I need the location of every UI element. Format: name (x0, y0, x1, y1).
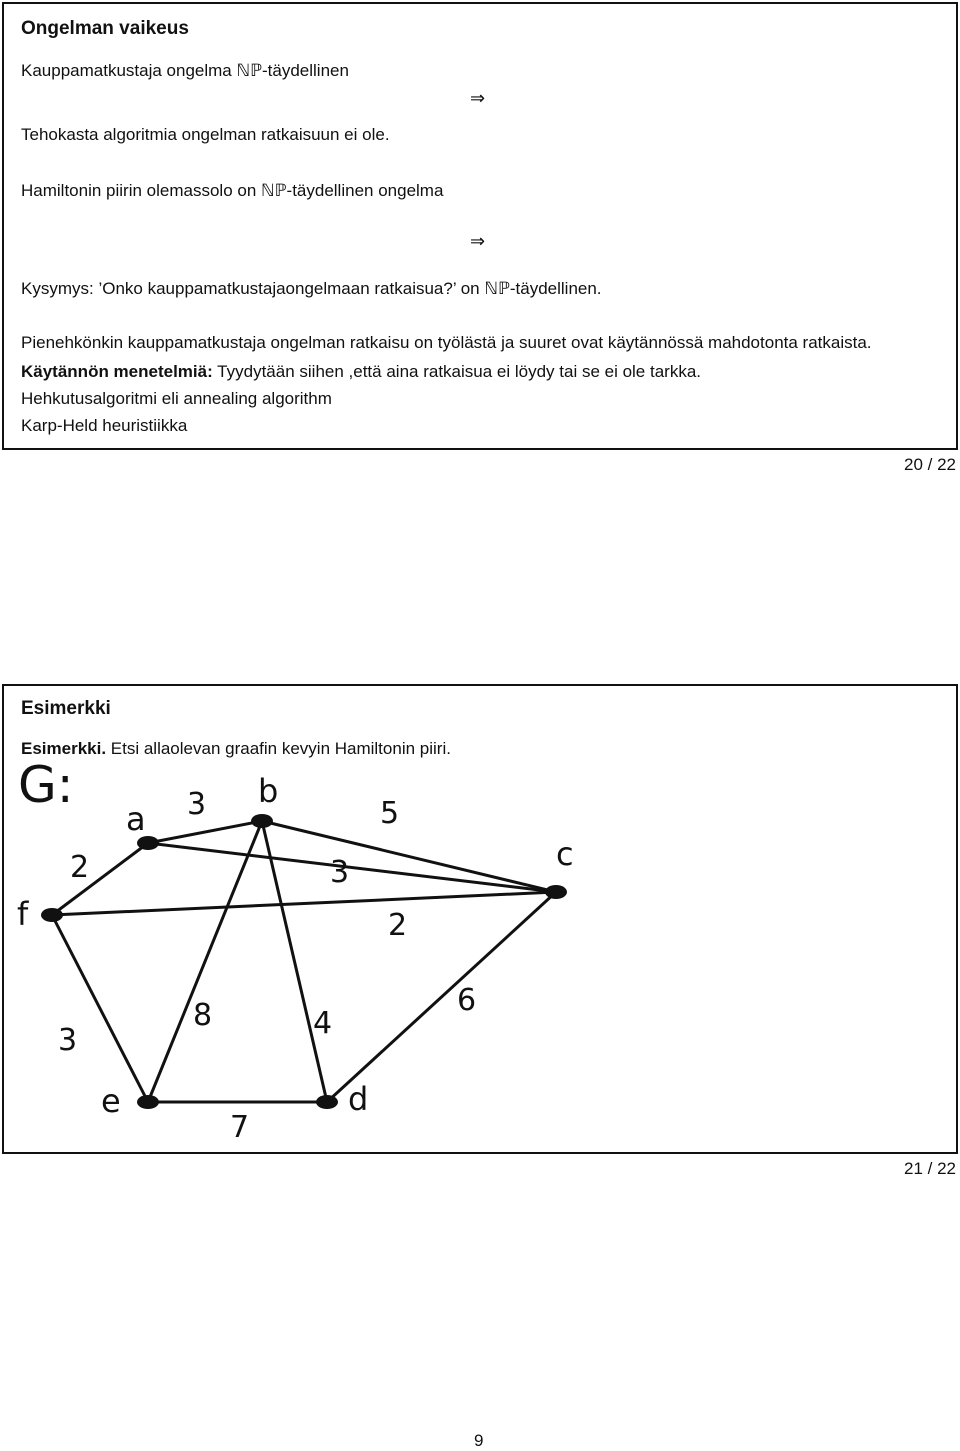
text-line-2: Tehokasta algoritmia ongelman ratkaisuun ei ole. (21, 125, 390, 144)
edge-b-e (148, 821, 262, 1102)
text-line-7: Hehkutusalgoritmi eli annealing algorithm (21, 389, 332, 408)
vertex-c (545, 885, 567, 899)
vertex-f (41, 908, 63, 922)
implies-arrow-2: ⇒ (470, 231, 486, 251)
edge-weight-c-d: 6 (457, 983, 477, 1018)
text-line-8: Karp-Held heuristiikka (21, 416, 188, 435)
edge-weight-f-c: 2 (388, 908, 408, 943)
vertex-label-e: e (101, 1082, 121, 1120)
graph-edges (52, 821, 556, 1102)
edge-weight-f-a: 2 (70, 850, 90, 885)
edge-a-c (148, 843, 556, 892)
edge-weight-a-b: 3 (187, 787, 207, 822)
graph-figure (0, 750, 620, 1150)
text-line: Esimerkki. Etsi allaolevan graafin kevyin Hamiltonin piiri. (21, 739, 451, 758)
vertex-a (137, 836, 159, 850)
vertex-e (137, 1095, 159, 1109)
vertex-label-d: d (348, 1080, 369, 1118)
edge-weight-b-e: 8 (193, 998, 213, 1033)
text-line-1: Kauppamatkustaja ongelma ℕℙ-täydellinen (21, 61, 349, 80)
edge-weight-f-e: 3 (58, 1023, 78, 1058)
implies-arrow-1: ⇒ (470, 88, 486, 108)
vertex-label-c: c (556, 835, 574, 873)
edge-weight-b-d: 4 (313, 1006, 333, 1041)
text-line-6: Käytännön menetelmiä: Tyydytään siihen ,että aina ratkaisua ei löydy tai se ei ole tarkka. (21, 362, 702, 381)
bold-term: Esimerkki. (21, 739, 107, 758)
edge-f-c (52, 892, 556, 915)
vertex-d (316, 1095, 338, 1109)
text-line-4: Kysymys: ’Onko kauppamatkustajaongelmaan ratkaisua?’ on ℕℙ-täydellinen. (21, 279, 602, 298)
vertex-labels (17, 772, 574, 1120)
document-page-number: 9 (474, 1431, 484, 1450)
slide-title: Esimerkki (21, 698, 111, 719)
text-line-3: Hamiltonin piirin olemassolo on ℕℙ-täydellinen ongelma (21, 181, 444, 200)
edge-c-d (327, 892, 556, 1102)
slide-20 (2, 2, 958, 450)
vertex-label-a: a (126, 800, 146, 838)
graph-label: G: (18, 756, 74, 814)
edge-weight-e-d: 7 (230, 1110, 250, 1145)
edge-b-c (262, 821, 556, 892)
slide-page-number: 20 / 22 (904, 455, 956, 474)
vertex-label-f: f (17, 895, 29, 933)
edge-f-a (52, 843, 148, 915)
edge-weight-a-c: 3 (330, 855, 350, 890)
graph-vertices (41, 814, 567, 1109)
slide-title: Ongelman vaikeus (21, 18, 189, 39)
slide-page-number: 21 / 22 (904, 1159, 956, 1178)
edge-f-e (52, 915, 148, 1102)
text-line-5: Pienehkönkin kauppamatkustaja ongelman ratkaisu on työlästä ja suuret ovat käytännössä mahdotonta ratkaista. (21, 333, 872, 352)
vertex-b (251, 814, 273, 828)
edge-weight-b-c: 5 (380, 796, 400, 831)
vertex-label-b: b (258, 772, 279, 810)
bold-term: Käytännön menetelmiä: (21, 362, 213, 381)
edge-a-b (148, 821, 262, 843)
